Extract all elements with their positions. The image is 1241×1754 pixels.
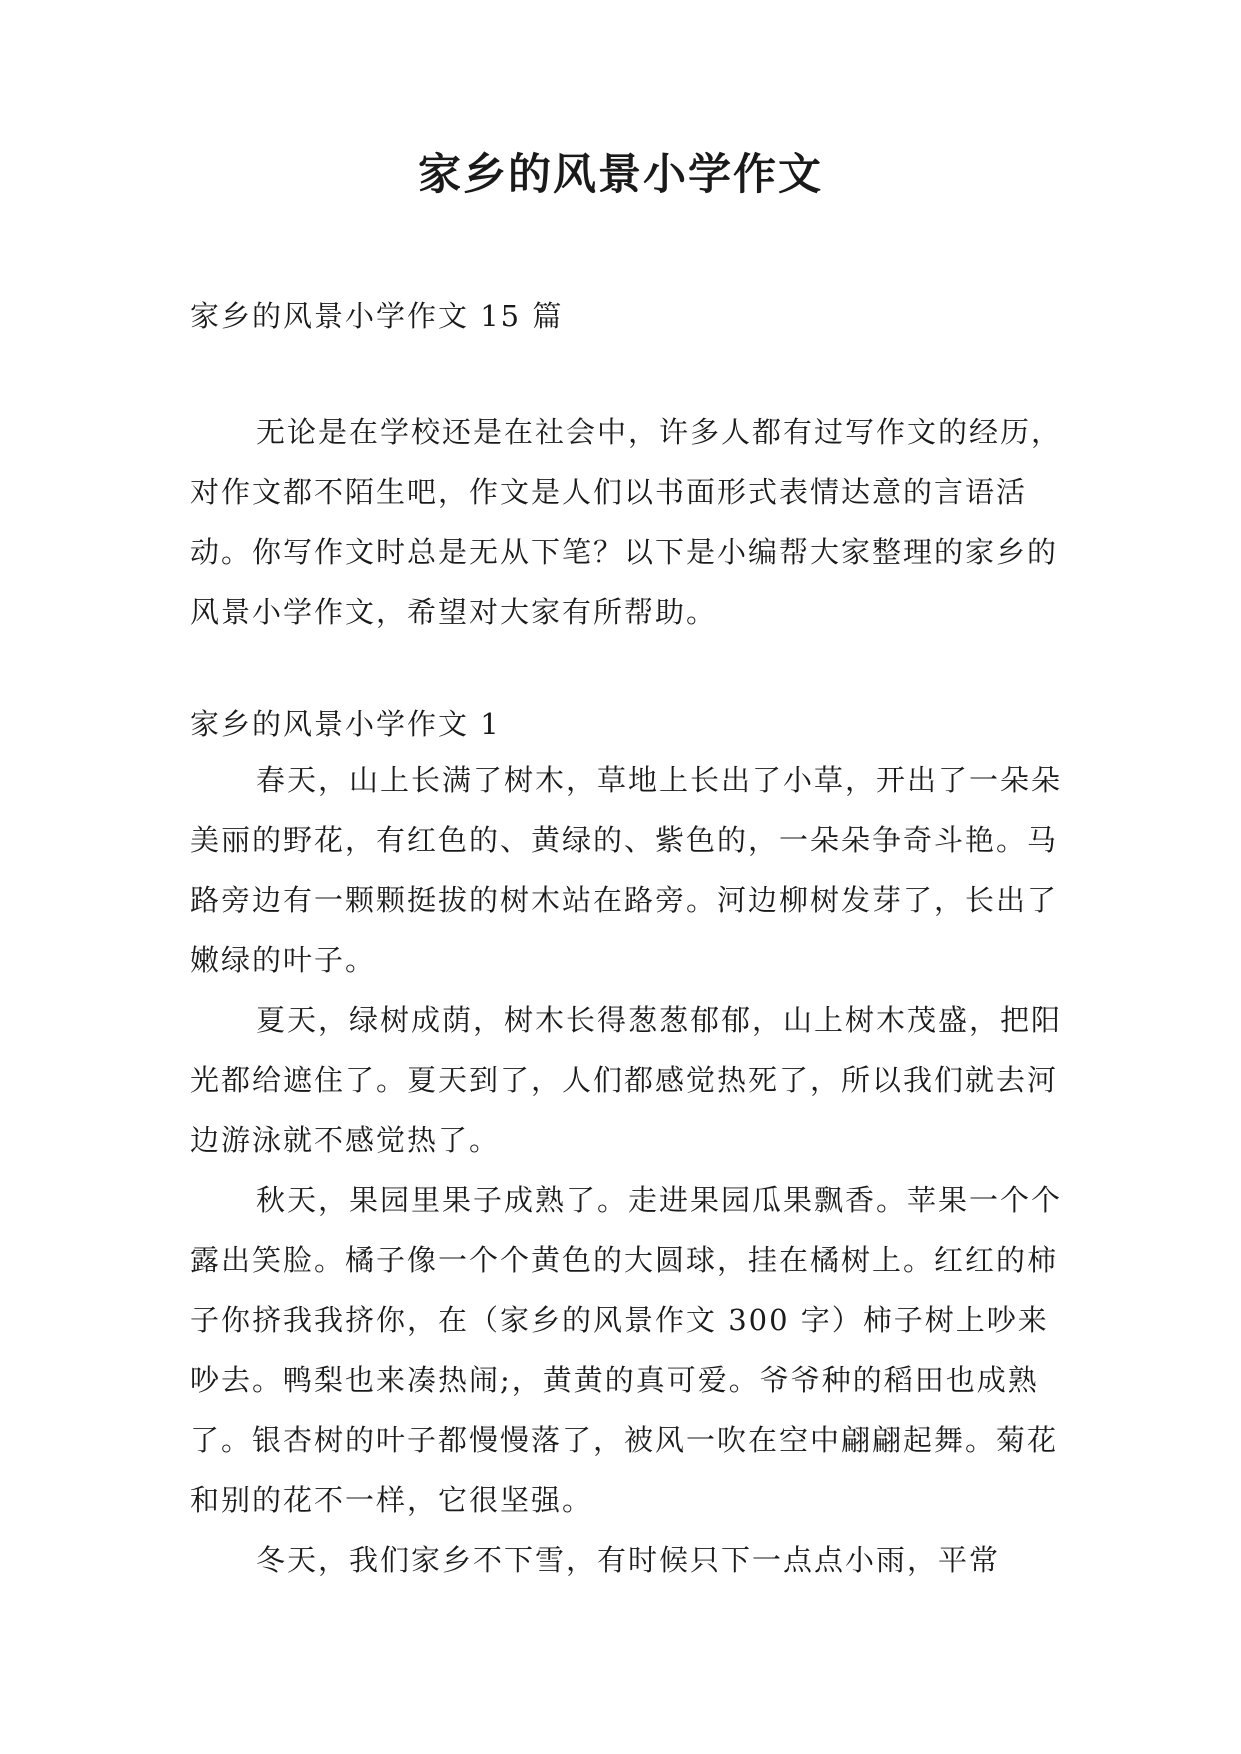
section-body <box>190 750 1070 1590</box>
paragraph-winter: 冬天，我们家乡不下雪，有时候只下一点点小雨，平常 <box>256 1543 1001 1577</box>
section-heading: 家乡的风景小学作文 1 <box>190 707 501 741</box>
document-subtitle: 家乡的风景小学作文 15 篇 <box>190 299 564 333</box>
document-title: 家乡的风景小学作文 <box>418 150 823 200</box>
paragraph-autumn: 秋天，果园里果子成熟了。走进果园瓜果飘香。苹果一个个露出笑脸。橘子像一个个黄色的大圆球，挂在橘树上。红红的柿子你挤我我挤你，在（家乡的风景作文 300 字）柿子树上吵来吵去。鸭梨也来凑热闹;，黄黄的真可爱。爷爷种的稻田也成熟了。银杏树的叶子都慢慢落了，被风一吹在空中翩翩起舞。菊花和别的花不一样，它很坚强。 <box>190 1183 1063 1517</box>
intro-paragraph: 无论是在学校还是在社会中，许多人都有过写作文的经历，对作文都不陌生吧，作文是人们以书面形式表情达意的言语活动。你写作文时总是无从下笔？以下是小编帮大家整理的家乡的风景小学作文，希望对大家有所帮助。 <box>190 415 1063 629</box>
paragraph-summer: 夏天，绿树成荫，树木长得葱葱郁郁，山上树木茂盛，把阳光都给遮住了。夏天到了，人们都感觉热死了，所以我们就去河边游泳就不感觉热了。 <box>190 1003 1063 1157</box>
paragraph-spring: 春天，山上长满了树木，草地上长出了小草，开出了一朵朵美丽的野花，有红色的、黄绿的、紫色的，一朵朵争奇斗艳。马路旁边有一颗颗挺拔的树木站在路旁。河边柳树发芽了，长出了嫩绿的叶子。 <box>190 763 1063 977</box>
